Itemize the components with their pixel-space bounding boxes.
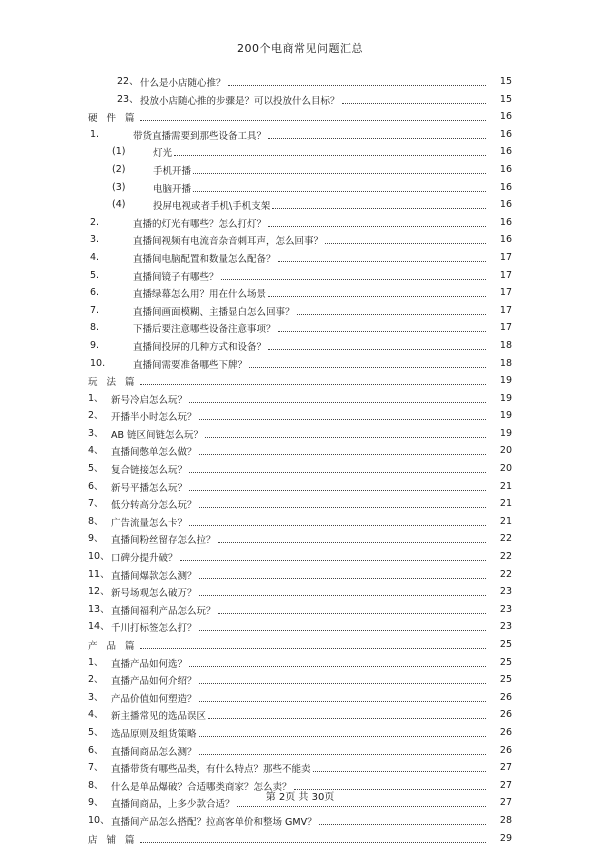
toc-page-number: 25 [499, 656, 512, 668]
toc-entry-number: (2) [112, 163, 126, 175]
toc-page-number: 18 [499, 357, 512, 369]
toc-page-number: 22 [499, 568, 512, 580]
toc-entry-title: 投放小店随心推的步骤是？可以投放什么目标？ [140, 95, 340, 107]
toc-entry-title: 手机开播 [153, 165, 192, 177]
toc-page-number: 21 [499, 480, 512, 492]
toc-entry[interactable] [0, 319, 600, 337]
dot-leader [189, 654, 486, 667]
dot-leader [193, 161, 486, 174]
toc-page-number: 18 [499, 339, 512, 351]
toc-entry-number: 9、 [88, 797, 104, 809]
toc-entry-title: 直播产品如何介绍？ [111, 676, 197, 688]
toc-entry-title: 直播间商品怎么测？ [111, 746, 197, 758]
toc-page-number: 26 [499, 691, 512, 703]
toc-page-number: 15 [499, 93, 512, 105]
toc-entry-number: (4) [112, 199, 126, 211]
toc-entry-number: 8、 [88, 515, 104, 527]
toc-entry[interactable] [0, 566, 600, 584]
toc-entry[interactable] [0, 355, 600, 373]
toc-entry-title: 新号冷启怎么玩？ [111, 394, 188, 406]
toc-entry[interactable] [0, 91, 600, 109]
toc-entry-title: 直播间画面模糊、主播显白怎么回事？ [133, 306, 295, 318]
toc-entry[interactable] [0, 214, 600, 232]
toc-page-number: 21 [499, 515, 512, 527]
toc-entry-number: 4、 [88, 445, 104, 457]
toc-page-number: 27 [499, 762, 512, 774]
toc-entry-number: 3、 [88, 691, 104, 703]
toc-entry-number: 5. [90, 269, 100, 281]
toc-entry-title: 直播间视频有电流音杂音刺耳声，怎么回事？ [133, 236, 324, 248]
toc-page-number: 23 [499, 603, 512, 615]
toc-entry-number: 1、 [88, 656, 104, 668]
toc-entry-title: 直播带货有哪些品类，有什么特点？那些不能卖 [111, 764, 311, 776]
dot-leader [268, 284, 486, 297]
toc-entry-title: 直播间需要准备哪些下牌？ [133, 359, 248, 371]
toc-entry-number: 22、 [117, 76, 139, 87]
dot-leader [140, 372, 486, 385]
toc-entry-title: 灯光 [153, 148, 173, 160]
toc-page-number: 23 [499, 621, 512, 633]
toc-page-number: 26 [499, 709, 512, 721]
toc-entry-number: 7、 [88, 762, 104, 774]
toc-entry-number: 6、 [88, 480, 104, 492]
dot-leader [180, 548, 486, 561]
toc-entry-number: 10、 [88, 551, 110, 563]
toc-entry[interactable] [0, 601, 600, 619]
toc-entry[interactable] [0, 513, 600, 531]
toc-entry-title: 直播间商品，上多少款合适？ [111, 799, 235, 811]
toc-page-number: 22 [499, 533, 512, 545]
toc-entry-number: 23、 [117, 93, 139, 105]
toc-entry-number: 3. [90, 234, 100, 246]
toc-entry[interactable] [0, 724, 600, 742]
dot-leader [140, 830, 486, 843]
dot-leader [199, 407, 486, 420]
toc-entry[interactable] [0, 530, 600, 548]
toc-page-number: 25 [499, 639, 512, 650]
toc-entry-title: 下播后要注意哪些设备注意事项？ [133, 324, 276, 336]
dot-leader [325, 231, 486, 244]
toc-page-number: 16 [499, 216, 512, 228]
toc-entry[interactable] [0, 654, 600, 672]
toc-entry-title: 直播间福利产品怎么玩？ [111, 605, 216, 617]
toc-entry-number: 6、 [88, 744, 104, 756]
toc-entry-title: 选品原则及组货策略 [111, 728, 197, 740]
dot-leader [199, 442, 486, 455]
toc-entry[interactable] [0, 390, 600, 408]
toc-entry[interactable] [0, 812, 600, 830]
toc-page-number: 28 [499, 814, 512, 826]
table-of-contents [0, 73, 600, 847]
toc-entry-title: 电脑开播 [153, 183, 192, 195]
toc-entry-title: 产品价值如何塑造？ [111, 693, 197, 705]
dot-leader [278, 249, 486, 262]
toc-page-number: 16 [499, 199, 512, 211]
toc-entry-title: 直播间镜子有哪些？ [133, 271, 219, 283]
dot-leader [268, 126, 486, 139]
dot-leader [297, 302, 486, 315]
toc-entry-title: 复合链接怎么玩？ [111, 465, 188, 477]
toc-entry-title: 直播间爆款怎么测？ [111, 570, 197, 582]
toc-entry-title: 开播半小时怎么玩？ [111, 412, 197, 424]
toc-entry-number: 10、 [88, 814, 110, 826]
toc-entry-title: AB 链区间链怎么玩？ [111, 429, 204, 441]
toc-page-number: 20 [499, 463, 512, 475]
toc-entry-number: 2、 [88, 410, 104, 422]
dot-leader [342, 91, 486, 104]
toc-entry-title: 什么是单品爆破？合适哪类商家？怎么卖？ [111, 781, 292, 793]
toc-page-number: 22 [499, 551, 512, 563]
dot-leader [319, 812, 486, 825]
toc-page-number: 16 [499, 181, 512, 193]
toc-entry-title: 直播间产品怎么搭配？拉高客单价和整场 GMV？ [111, 816, 317, 828]
toc-entry[interactable] [0, 302, 600, 320]
dot-leader [228, 73, 486, 86]
toc-page-number: 16 [499, 234, 512, 246]
toc-page-number: 26 [499, 744, 512, 756]
toc-entry-title: 直播间电脑配置和数量怎么配备？ [133, 253, 276, 265]
toc-entry-title: 直播绿幕怎么用？用在什么场景 [133, 289, 267, 301]
toc-entry[interactable] [0, 161, 600, 179]
dot-leader [189, 478, 486, 491]
toc-page-number: 21 [499, 498, 512, 510]
dot-leader [193, 179, 486, 192]
toc-entry[interactable] [0, 407, 600, 425]
toc-entry-number: 8、 [88, 779, 104, 791]
dot-leader [199, 742, 486, 755]
toc-section-heading[interactable] [0, 372, 600, 390]
dot-leader [189, 513, 486, 526]
dot-leader [208, 706, 486, 719]
toc-entry-number: 9. [90, 339, 100, 351]
toc-entry-title: 什么是小店随心推？ [140, 78, 226, 89]
toc-page-number: 26 [499, 726, 512, 738]
toc-entry[interactable] [0, 196, 600, 214]
toc-page-number: 19 [499, 392, 512, 404]
toc-entry[interactable] [0, 425, 600, 443]
toc-section-title: 店 铺 篇 [88, 834, 138, 846]
document-title: 200个电商常见问题汇总 [237, 42, 363, 55]
toc-entry-number: 5、 [88, 463, 104, 475]
page-footer: 第 2页 共 30页 [265, 792, 335, 803]
toc-entry[interactable] [0, 460, 600, 478]
dot-leader [218, 530, 486, 543]
dot-leader [272, 196, 486, 209]
toc-section-heading[interactable] [0, 108, 600, 126]
toc-entry[interactable] [0, 618, 600, 636]
toc-entry[interactable] [0, 742, 600, 760]
toc-entry[interactable] [0, 706, 600, 724]
toc-page-number: 17 [499, 287, 512, 299]
dot-leader [221, 267, 486, 280]
toc-entry-number: (3) [112, 181, 126, 193]
toc-entry-title: 千川打标签怎么打？ [111, 623, 197, 635]
toc-entry-number: 9、 [88, 533, 104, 545]
toc-page-number: 16 [499, 111, 512, 123]
toc-entry-number: 4. [90, 251, 100, 263]
dot-leader [313, 759, 486, 772]
toc-page-number: 27 [499, 797, 512, 809]
toc-page-number: 17 [499, 269, 512, 281]
toc-entry-title: 直播产品如何选？ [111, 658, 188, 670]
dot-leader [174, 143, 486, 156]
dot-leader [140, 636, 486, 649]
toc-entry[interactable] [0, 231, 600, 249]
toc-page-number: 29 [499, 832, 512, 844]
toc-entry[interactable] [0, 73, 600, 91]
dot-leader [199, 671, 486, 684]
toc-entry-number: 11、 [88, 568, 110, 580]
toc-entry-title: 直播间粉丝留存怎么拉？ [111, 535, 216, 547]
toc-entry-number: 4、 [88, 709, 104, 721]
toc-entry-title: 投屏电视或者手机\手机支架 [153, 201, 271, 213]
toc-page-number: 19 [499, 410, 512, 422]
toc-section-heading[interactable] [0, 636, 600, 654]
toc-page-number: 20 [499, 445, 512, 457]
toc-page-number: 15 [499, 76, 512, 87]
dot-leader [278, 319, 486, 332]
toc-entry-title: 带货直播需要到那些设备工具？ [133, 130, 267, 142]
toc-entry-title: 直播的灯光有哪些？怎么打灯？ [133, 218, 267, 230]
toc-entry-title: 广告流量怎么卡？ [111, 517, 188, 529]
dot-leader [199, 724, 486, 737]
toc-entry[interactable] [0, 478, 600, 496]
toc-page-number: 25 [499, 674, 512, 686]
dot-leader [199, 689, 486, 702]
toc-entry-number: 6. [90, 287, 100, 299]
toc-entry[interactable] [0, 126, 600, 144]
toc-entry[interactable] [0, 267, 600, 285]
dot-leader [218, 601, 486, 614]
dot-leader [268, 337, 486, 350]
toc-page-number: 17 [499, 322, 512, 334]
toc-entry-number: (1) [112, 146, 126, 158]
toc-section-title: 硬 件 篇 [88, 113, 138, 125]
toc-entry-number: 2. [90, 216, 100, 228]
toc-entry-number: 2、 [88, 674, 104, 686]
toc-page-number: 16 [499, 163, 512, 175]
dot-leader [249, 355, 486, 368]
toc-entry[interactable] [0, 671, 600, 689]
toc-entry[interactable] [0, 442, 600, 460]
dot-leader [199, 618, 486, 631]
toc-entry[interactable] [0, 249, 600, 267]
toc-entry-title: 低分转高分怎么玩？ [111, 500, 197, 512]
dot-leader [189, 460, 486, 473]
toc-entry[interactable] [0, 143, 600, 161]
toc-page-number: 23 [499, 586, 512, 598]
dot-leader [205, 425, 486, 438]
toc-entry-title: 新号平播怎么玩？ [111, 482, 188, 494]
toc-entry-number: 8. [90, 322, 100, 334]
toc-entry-number: 1. [90, 128, 100, 140]
toc-entry-title: 口碑分提升破？ [111, 553, 178, 565]
toc-entry[interactable] [0, 337, 600, 355]
toc-entry[interactable] [0, 179, 600, 197]
toc-entry-number: 10. [90, 357, 106, 369]
toc-entry[interactable] [0, 495, 600, 513]
toc-entry[interactable] [0, 583, 600, 601]
toc-page-number: 19 [499, 427, 512, 439]
toc-page-number: 27 [499, 779, 512, 791]
toc-entry-number: 1、 [88, 392, 104, 404]
toc-page-number: 16 [499, 128, 512, 140]
dot-leader [199, 583, 486, 596]
dot-leader [140, 108, 486, 121]
toc-entry-title: 新号场观怎么破万？ [111, 588, 197, 600]
dot-leader [199, 566, 486, 579]
toc-section-heading[interactable] [0, 830, 600, 848]
dot-leader [268, 214, 486, 227]
toc-entry[interactable] [0, 689, 600, 707]
toc-entry[interactable] [0, 759, 600, 777]
toc-entry-number: 5、 [88, 726, 104, 738]
toc-entry-number: 14、 [88, 621, 110, 633]
toc-section-title: 产 品 篇 [88, 641, 138, 652]
toc-entry-number: 7、 [88, 498, 104, 510]
toc-section-title: 玩 法 篇 [88, 377, 138, 389]
toc-entry-number: 7. [90, 304, 100, 316]
toc-entry-number: 12、 [88, 586, 110, 598]
toc-entry-number: 3、 [88, 427, 104, 439]
toc-entry[interactable] [0, 548, 600, 566]
toc-entry-title: 新主播常见的选品误区 [111, 711, 207, 723]
toc-entry-title: 直播间憋单怎么做？ [111, 447, 197, 459]
toc-page-number: 17 [499, 304, 512, 316]
dot-leader [189, 390, 486, 403]
dot-leader [199, 495, 486, 508]
toc-page-number: 17 [499, 251, 512, 263]
toc-entry-title: 直播间投屏的几种方式和设备？ [133, 341, 267, 353]
toc-page-number: 16 [499, 146, 512, 158]
toc-entry-leader [88, 830, 488, 849]
toc-entry[interactable] [0, 284, 600, 302]
toc-page-number: 19 [499, 375, 512, 387]
toc-entry-number: 13、 [88, 603, 110, 615]
